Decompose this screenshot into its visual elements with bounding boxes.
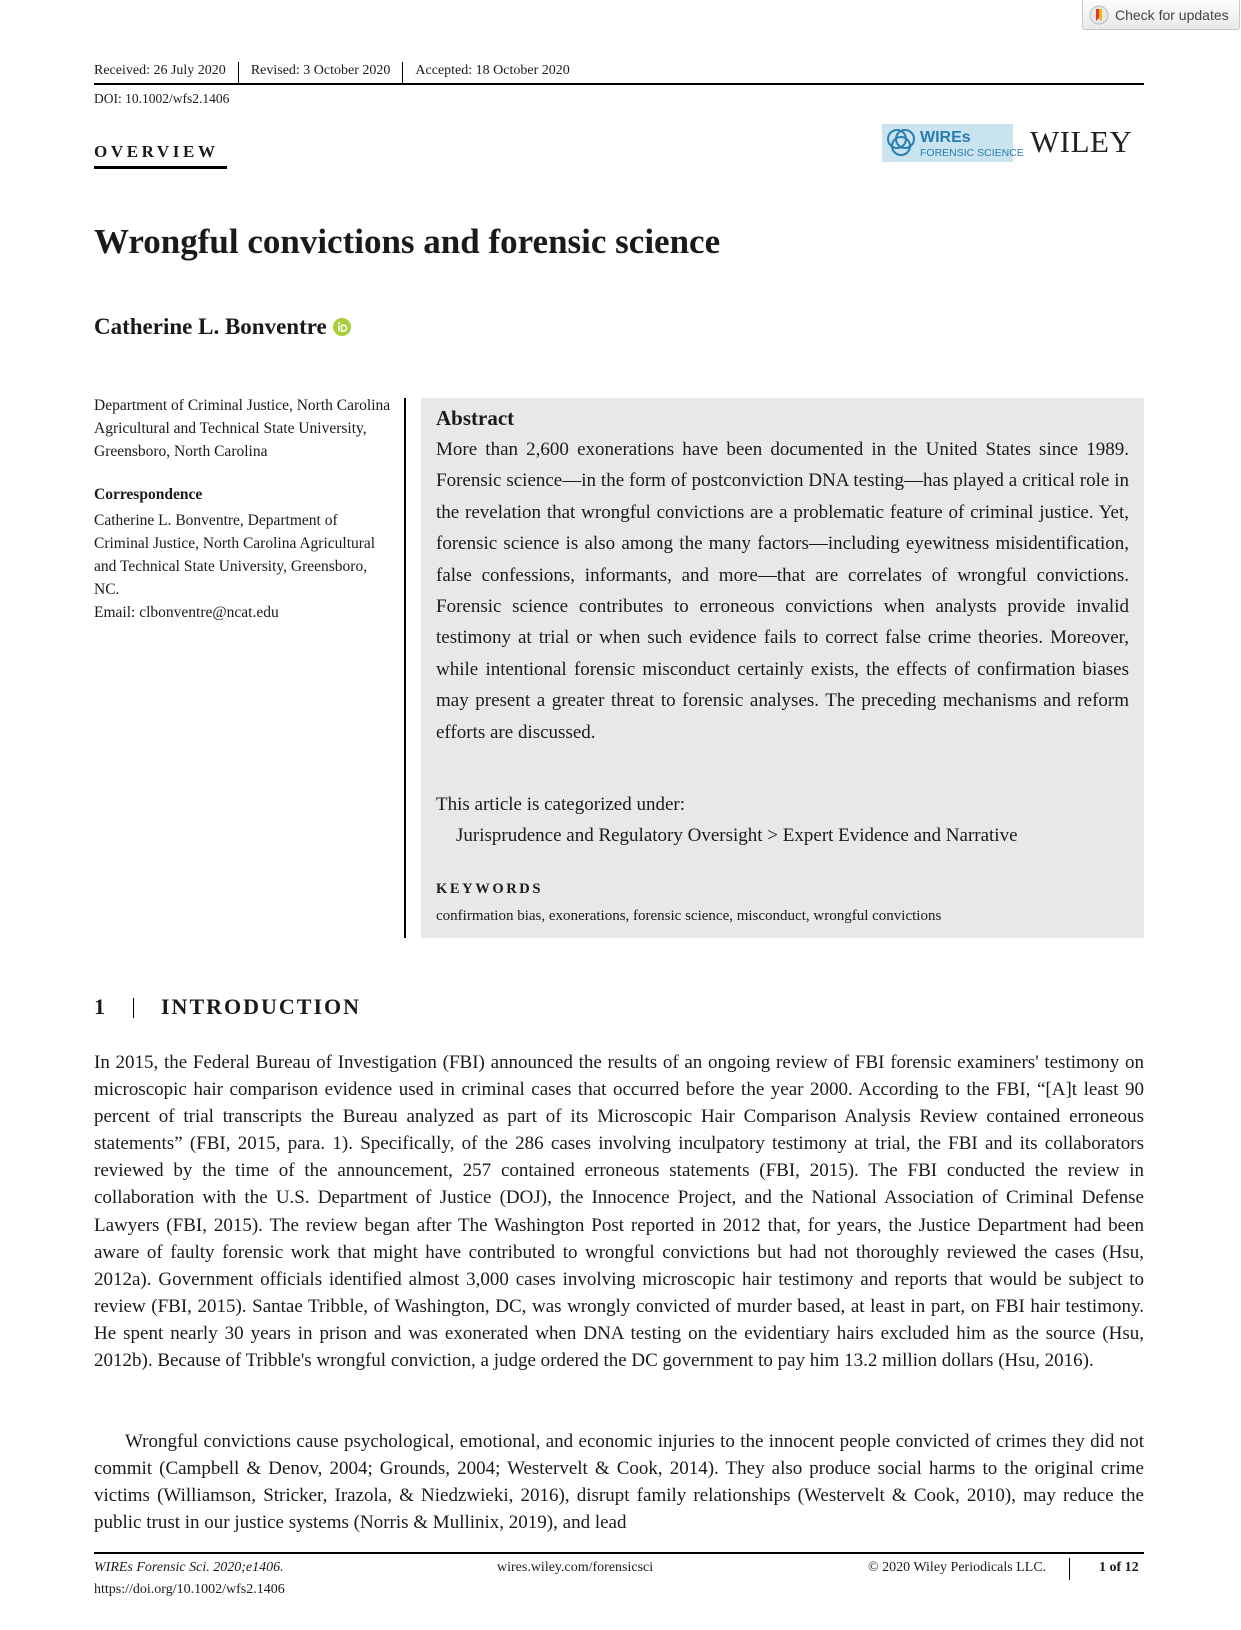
orcid-icon[interactable] [333, 318, 351, 336]
abstract-body: More than 2,600 exonerations have been documented in the United States since 1989. Forensic science—in the form of postconviction DNA testing—has played a critical role in the revelation that wrongful convictions are a problematic feature of criminal justice. Yet, forensic science is also among the many factors—including eyewitness misidentification, false confessions, informants, and more—that are correlates of wrongful convictions. Forensic science contributes to erroneous convictions when analysts provide invalid testimony at trial or when such evidence fails to correct false crime theories. Moreover, while intentional forensic misconduct certainly exists, the effects of confirmation biases may present a greater threat to forensic analyses. The preceding mechanisms and reform efforts are discussed. [436, 439, 1129, 743]
check-for-updates-label: Check for updates [1115, 6, 1229, 23]
received-date: Received: 26 July 2020 [94, 62, 239, 84]
category-item: Jurisprudence and Regulatory Oversight > Expert Evidence and Narrative [456, 825, 1018, 846]
wires-logo-line2: FORENSIC SCIENCE [920, 147, 1024, 159]
bookmark-icon [1089, 5, 1109, 25]
column-divider [404, 398, 406, 938]
abstract-heading: Abstract [436, 406, 515, 430]
wires-logo-graphic [882, 124, 1024, 162]
footer-rule [94, 1552, 1144, 1554]
accepted-date: Accepted: 18 October 2020 [415, 63, 570, 78]
section-title: INTRODUCTION [161, 994, 362, 1019]
section-number: 1 [94, 994, 105, 1019]
category-label: This article is categorized under: [436, 794, 686, 815]
correspondence [94, 509, 394, 624]
footer-site-link[interactable]: wires.wiley.com/forensicsci [497, 1560, 654, 1575]
author-name: Catherine L. Bonventre [94, 314, 327, 339]
body-paragraph-1: In 2015, the Federal Bureau of Investigation (FBI) announced the results of an ongoing review of FBI forensic examiners' testimony on microscopic hair comparison evidence used in criminal cases that occurred before the year 2000. According to the FBI, “[A]t least 90 percent of trial transcripts the Bureau analyzed as part of its Microscopic Hair Comparison Analysis Review contained erroneous statements” (FBI, 2015, para. 1). Specifically, of the 286 cases involving inculpatory testimony at trial, the FBI and its collaborators reviewed by the time of the announcement, 257 contained erroneous statements (FBI, 2015). The FBI conducted the review in collaboration with the U.S. Department of Justice (DOJ), the Innocence Project, and the National Association of Criminal Defense Lawyers (FBI, 2015). The review began after The Washington Post reported in 2012 that, for years, the Justice Department had been aware of faulty forensic work that might have contributed to wrongful convictions but had not thoroughly reviewed the cases (Hsu, 2012a). Government officials identified almost 3,000 cases involving microscopic hair testimony and reports that would be subject to review (FBI, 2015). Santae Tribble, of Washington, DC, was wrongly convicted of murder based, at least in part, on FBI hair testimony. He spent nearly 30 years in prison and was exonerated when DNA testing on the evidentiary hairs excluded him as the source (Hsu, 2012b). Because of Tribble's wrongful conviction, a judge ordered the DC government to pay him 13.2 million dollars (Hsu, 2016). [94, 1052, 1144, 1372]
check-for-updates-button[interactable] [1082, 0, 1240, 30]
correspondence-heading: Correspondence [94, 486, 203, 503]
footer-copyright: © 2020 Wiley Periodicals LLC. [868, 1560, 1047, 1575]
footer-divider [1069, 1558, 1070, 1580]
article-type-underline [94, 166, 227, 169]
author [94, 314, 351, 340]
correspondence-address: Catherine L. Bonventre, Department of Criminal Justice, North Carolina Agricultural and Technical State University, Greensboro, NC. [94, 512, 376, 598]
correspondence-email[interactable]: Email: clbonventre@ncat.edu [94, 604, 279, 621]
section-divider [133, 998, 134, 1018]
article-type: OVERVIEW [94, 142, 219, 161]
keywords-heading: KEYWORDS [436, 881, 544, 897]
affiliation: Department of Criminal Justice, North Carolina Agricultural and Technical State University, Greensboro, North Carolina [94, 397, 391, 460]
revised-date: Revised: 3 October 2020 [239, 62, 404, 84]
publisher-logo: WILEY [1030, 124, 1133, 159]
page-number: 1 of 12 [1099, 1560, 1139, 1575]
body-paragraph-2: Wrongful convictions cause psychological, emotional, and economic injuries to the innocent people convicted of crimes they did not commit (Campbell & Denov, 2004; Grounds, 2004; Westervelt & Cook, 2014). They also produce social harms to the original crime victims (Williamson, Stricker, Irazola, & Niedzwieki, 2016), disrupt family relationships (Westervelt & Cook, 2010), may reduce the public trust in our justice systems (Norris & Mullinix, 2019), and lead [94, 1431, 1144, 1534]
keywords: confirmation bias, exonerations, forensic science, misconduct, wrongful convictions [436, 908, 942, 924]
article-title: Wrongful convictions and forensic science [94, 222, 721, 261]
header-rule [94, 83, 1144, 85]
article-history [94, 62, 1144, 84]
footer-citation: WIREs Forensic Sci. 2020;e1406. [94, 1560, 284, 1575]
wires-logo-line1: WIREs [920, 129, 971, 146]
footer-doi-link[interactable]: https://doi.org/10.1002/wfs2.1406 [94, 1582, 285, 1597]
doi: DOI: 10.1002/wfs2.1406 [94, 91, 230, 106]
wires-logo [882, 124, 1024, 162]
